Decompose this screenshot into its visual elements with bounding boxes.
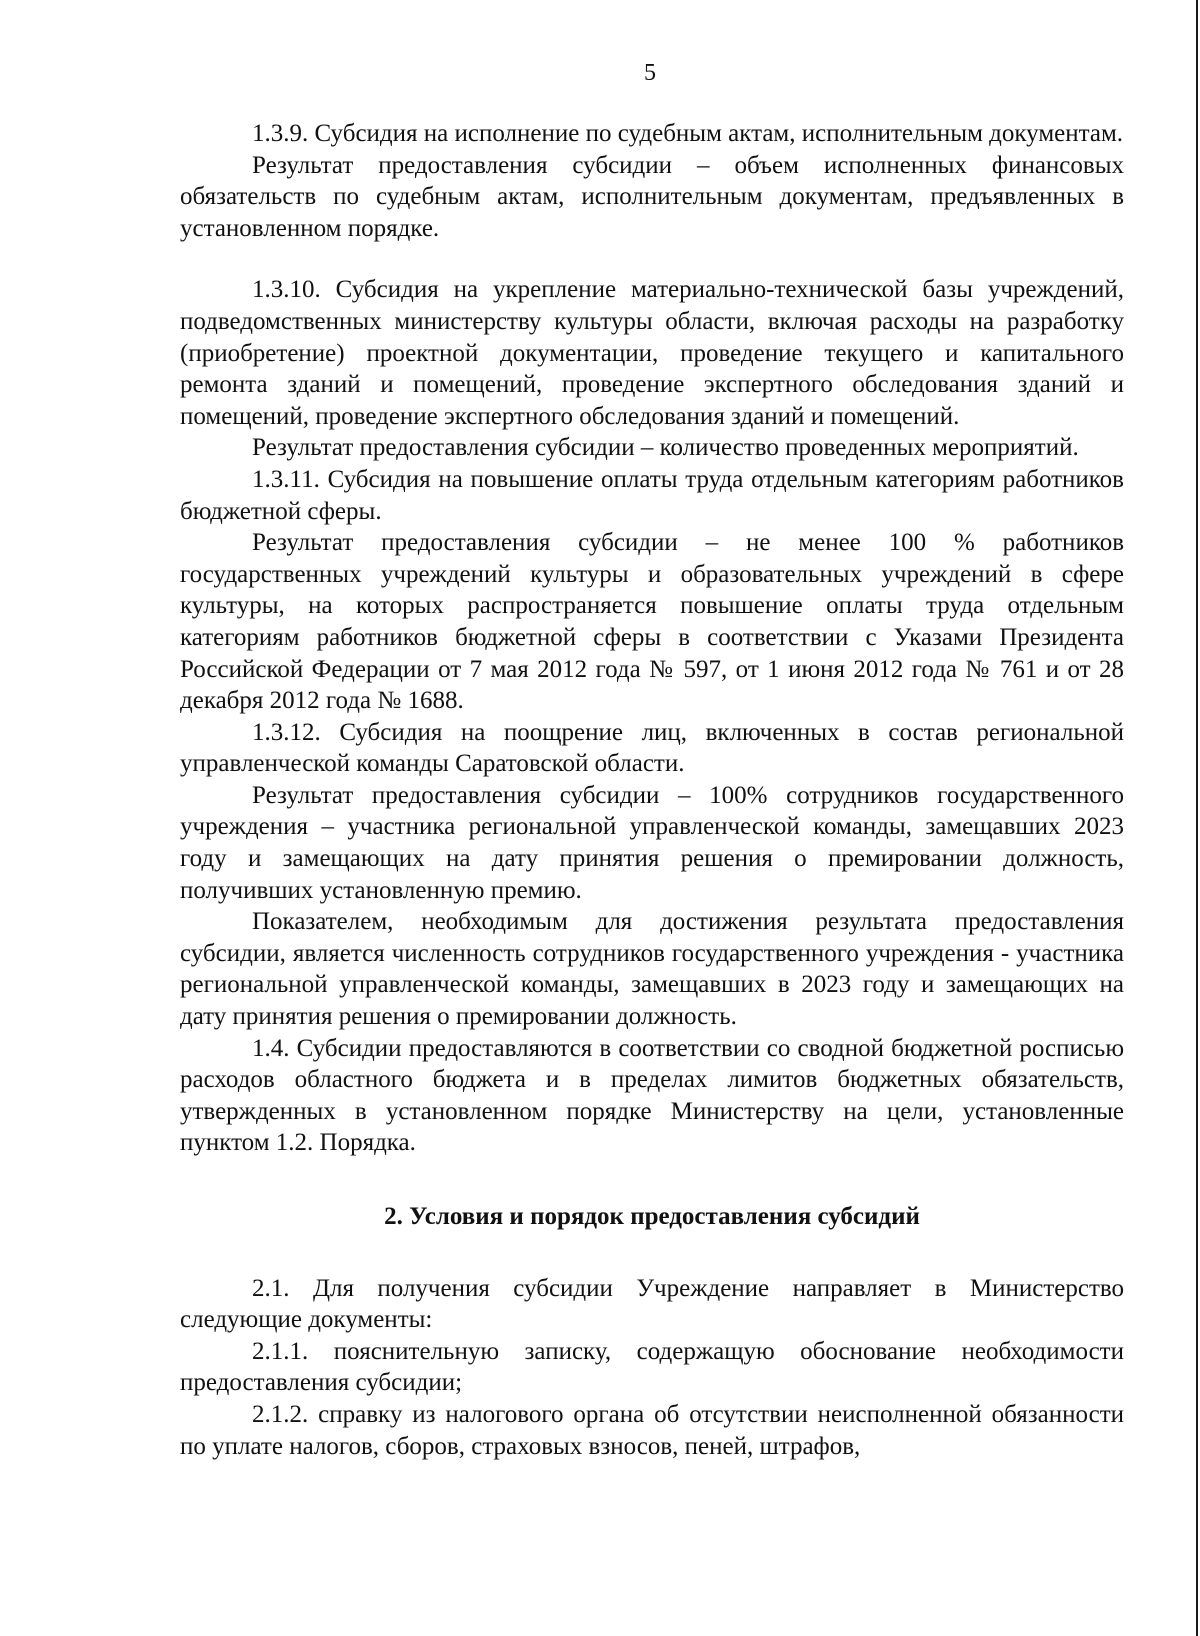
document-body — [180, 118, 1124, 1462]
paragraph-2-1: 2.1. Для получения субсидии Учреждение направляет в Министерство следующие документы: — [180, 1274, 1124, 1334]
paragraph-indicator: Показателем, необходимым для достижения результата предоставления субсидии, является численность сотрудников государственного учреждения - участника региональной управленческой команды, замещавших в 2023 году и замещающих на дату принятия решения о премировании должность. — [180, 908, 1124, 1031]
paragraph-1-3-9: 1.3.9. Субсидия на исполнение по судебным актам, исполнительным документам. — [252, 120, 1124, 147]
paragraph-1-3-9-result: Результат предоставления субсидии – объем исполненных финансовых обязательств по судебным актам, исполнительным документам, предъявленных в установленном порядке. — [180, 151, 1124, 242]
paragraph-1-4: 1.4. Субсидии предоставляются в соответствии со сводной бюджетной росписью расходов областного бюджета и в пределах лимитов бюджетных обязательств, утвержденных в установленном порядке Министерству на цели, установленные пунктом 1.2. Порядка. — [180, 1034, 1124, 1157]
paragraph-1-3-12-result: Результат предоставления субсидии – 100% сотрудников государственного учреждения – участника региональной управленческой команды, замещавших 2023 году и замещающих на дату принятия решения о премировании должность, получивших установленную премию. — [180, 781, 1124, 904]
paragraph-1-3-10: 1.3.10. Субсидия на укрепление материально-технической базы учреждений, подведомственных министерству культуры области, включая расходы на разработку (приобретение) проектной документации, проведение текущего и капитального ремонта зданий и помещений, проведение экспертного обследования зданий и помещений, проведение экспертного обследования зданий и помещений. — [180, 276, 1124, 430]
paragraph-1-3-11: 1.3.11. Субсидия на повышение оплаты труда отдельным категориям работников бюджетной сферы. — [180, 465, 1124, 525]
paragraph-2-1-2: 2.1.2. справку из налогового органа об отсутствии неисполненной обязанности по уплате налогов, сборов, страховых взносов, пеней, штрафов, — [180, 1400, 1124, 1460]
page-number: 5 — [644, 60, 656, 86]
scan-edge-line — [1196, 0, 1198, 1636]
paragraph-1-3-11-result: Результат предоставления субсидии – не менее 100 % работников государственных учреждений культуры и образовательных учреждений в сфере культуры, на которых распространяется повышение оплаты труда отдельным категориям работников бюджетной сферы в соответствии с Указами Президента Российской Федерации от 7 мая 2012 года № 597, от 1 июня 2012 года № 761 и от 28 декабря 2012 года № 1688. — [180, 529, 1124, 715]
paragraph-1-3-12: 1.3.12. Субсидия на поощрение лиц, включенных в состав региональной управленческой команды Саратовской области. — [180, 718, 1124, 778]
paragraph-1-3-10-result: Результат предоставления субсидии – количество проведенных мероприятий. — [252, 434, 1079, 462]
section-heading: 2. Условия и порядок предоставления субсидий — [384, 1203, 920, 1230]
paragraph-2-1-1: 2.1.1. пояснительную записку, содержащую обоснование необходимости предоставления субсидии; — [180, 1337, 1124, 1397]
